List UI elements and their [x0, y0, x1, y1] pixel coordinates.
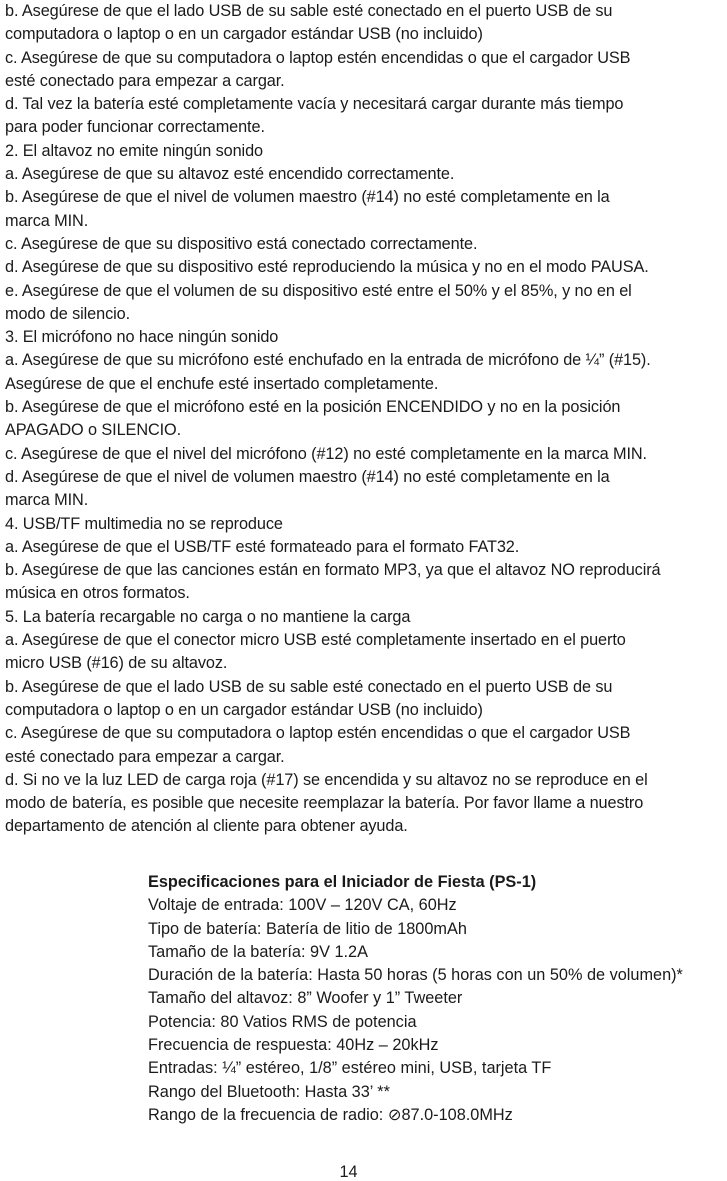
spec-line: Rango de la frecuencia de radio: ⊘87.0-108.0MHz [148, 1105, 513, 1124]
specifications-title: Especificaciones para el Iniciador de Fiesta (PS-1) [148, 873, 537, 891]
spec-line: Voltaje de entrada: 100V – 120V CA, 60Hz [148, 896, 457, 915]
text-line: marca MIN. [5, 211, 89, 230]
spec-line: Tipo de batería: Batería de litio de 1800mAh [148, 919, 467, 938]
spec-line: Tamaño del altavoz: 8” Woofer y 1” Tweeter [148, 989, 463, 1008]
text-line: d. Si no ve la luz LED de carga roja (#17) se encendida y su altavoz no se reproduce en el [5, 770, 648, 789]
spec-line: Rango del Bluetooth: Hasta 33’ ** [148, 1082, 390, 1101]
text-line: para poder funcionar correctamente. [5, 118, 265, 137]
text-line: b. Asegúrese de que el lado USB de su sable esté conectado en el puerto USB de su [5, 2, 613, 20]
text-line: d. Asegúrese de que el nivel de volumen maestro (#14) no esté completamente en la [5, 467, 610, 486]
section-heading: 3. El micrófono no hace ningún sonido [5, 328, 279, 347]
page-number-footer [0, 1163, 727, 1181]
text-line: micro USB (#16) de su altavoz. [5, 654, 228, 673]
text-line: computadora o laptop o en un cargador estándar USB (no incluido) [5, 700, 483, 719]
spec-line: Tamaño de la batería: 9V 1.2A [148, 942, 368, 961]
text-line: c. Asegúrese de que su computadora o laptop estén encendidas o que el cargador USB [5, 724, 631, 743]
specifications-block [148, 871, 727, 1127]
text-line: departamento de atención al cliente para obtener ayuda. [5, 817, 408, 836]
text-line: esté conectado para empezar a cargar. [5, 71, 285, 90]
text-line: c. Asegúrese de que su computadora o laptop estén encendidas o que el cargador USB [5, 48, 631, 67]
troubleshooting-section [5, 0, 727, 839]
text-line: modo de silencio. [5, 304, 131, 323]
text-line: a. Asegúrese de que el conector micro USB esté completamente insertado en el puerto [5, 631, 626, 650]
text-line: b. Asegúrese de que las canciones están en formato MP3, ya que el altavoz NO reproducirá [5, 561, 661, 580]
text-line: música en otros formatos. [5, 584, 190, 603]
text-line: a. Asegúrese de que el USB/TF esté formateado para el formato FAT32. [5, 537, 520, 556]
text-line: modo de batería, es posible que necesite reemplazar la batería. Por favor llame a nuestro [5, 794, 644, 813]
section-heading: 4. USB/TF multimedia no se reproduce [5, 514, 283, 533]
text-line: a. Asegúrese de que su micrófono esté enchufado en la entrada de micrófono de ¼” (#15). [5, 351, 651, 370]
text-line: b. Asegúrese de que el nivel de volumen maestro (#14) no esté completamente en la [5, 188, 610, 207]
text-line: esté conectado para empezar a cargar. [5, 747, 285, 766]
text-line: marca MIN. [5, 491, 89, 510]
section-heading: 2. El altavoz no emite ningún sonido [5, 141, 263, 160]
text-line: d. Asegúrese de que su dispositivo esté reproduciendo la música y no en el modo PAUSA. [5, 258, 649, 277]
text-line: c. Asegúrese de que el nivel del micrófono (#12) no esté completamente en la marca MIN. [5, 444, 647, 463]
text-line: APAGADO o SILENCIO. [5, 421, 182, 440]
text-line: a. Asegúrese de que su altavoz esté encendido correctamente. [5, 165, 455, 184]
spec-line: Entradas: ¼” estéreo, 1/8” estéreo mini, USB, tarjeta TF [148, 1059, 552, 1078]
text-line: e. Asegúrese de que el volumen de su dispositivo esté entre el 50% y el 85%, y no en el [5, 281, 632, 300]
spec-line: Duración de la batería: Hasta 50 horas (5 horas con un 50% de volumen)* [148, 966, 683, 985]
text-line: c. Asegúrese de que su dispositivo está conectado correctamente. [5, 234, 478, 253]
text-line: Asegúrese de que el enchufe esté insertado completamente. [5, 374, 439, 393]
text-line: d. Tal vez la batería esté completamente vacía y necesitará cargar durante más tiempo [5, 95, 624, 114]
text-line: computadora o laptop o en un cargador estándar USB (no incluido) [5, 25, 483, 44]
spec-line: Frecuencia de respuesta: 40Hz – 20kHz [148, 1036, 439, 1055]
spec-line: Potencia: 80 Vatios RMS de potencia [148, 1012, 417, 1031]
text-line: b. Asegúrese de que el lado USB de su sable esté conectado en el puerto USB de su [5, 677, 613, 696]
page-number: 14 [339, 1163, 358, 1181]
section-heading: 5. La batería recargable no carga o no mantiene la carga [5, 607, 411, 626]
text-line: b. Asegúrese de que el micrófono esté en la posición ENCENDIDO y no en la posición [5, 398, 621, 417]
